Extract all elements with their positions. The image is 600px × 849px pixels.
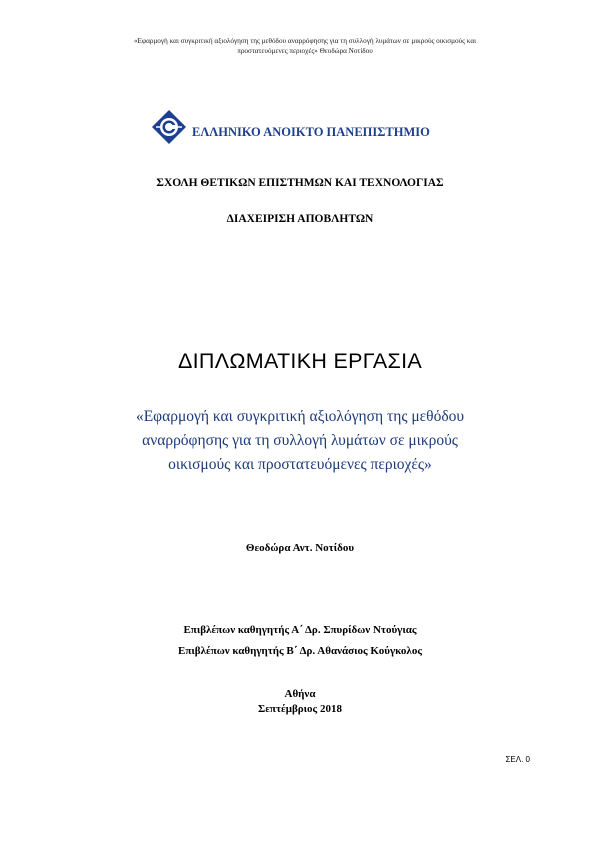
- author-name: Θεοδώρα Αντ. Νοτίδου: [245, 542, 355, 554]
- school-name: ΣΧΟΛΗ ΘΕΤΙΚΩΝ ΕΠΙΣΤΗΜΩΝ ΚΑΙ ΤΕΧΝΟΛΟΓΙΑΣ: [156, 177, 444, 189]
- thesis-title: [100, 405, 500, 477]
- city: Αθήνα: [284, 688, 316, 700]
- university-logo-icon: [150, 108, 188, 146]
- thesis-title-line: αναρρόφησης για τη συλλογή λυμάτων σε μικρούς: [142, 432, 458, 449]
- page-number: ΣΕΛ. 0: [505, 755, 530, 764]
- running-header: «Εφαρμογή και συγκριτική αξιολόγηση της μεθόδου αναρρόφησης για τη συλλογή λυμάτων σε μικρούς οικισμούς και προστατευόμενες περιοχές» Θεοδώρα Νοτίδου: [133, 37, 477, 55]
- document-type: ΔΙΠΛΩΜΑΤΙΚΗ ΕΡΓΑΣΙΑ: [177, 349, 423, 373]
- supervisor-b: Επιβλέπων καθηγητής Β΄ Δρ. Αθανάσιος Κούγκολος: [178, 645, 422, 657]
- thesis-title-line: οικισμούς και προστατευόμενες περιοχές»: [168, 456, 432, 473]
- university-banner: [150, 108, 490, 148]
- thesis-title-line: «Εφαρμογή και συγκριτική αξιολόγηση της μεθόδου: [135, 408, 465, 425]
- program-name: ΔΙΑΧΕΙΡΙΣΗ ΑΠΟΒΛΗΤΩΝ: [226, 213, 374, 225]
- supervisor-a: Επιβλέπων καθηγητής Α΄ Δρ. Σπυρίδων Ντούγιας: [183, 624, 417, 636]
- submission-date: Σεπτέμβριος 2018: [258, 703, 342, 715]
- university-name: ΕΛΛΗΝΙΚΟ ΑΝΟΙΚΤΟ ΠΑΝΕΠΙΣΤΗΜΙΟ: [192, 125, 430, 139]
